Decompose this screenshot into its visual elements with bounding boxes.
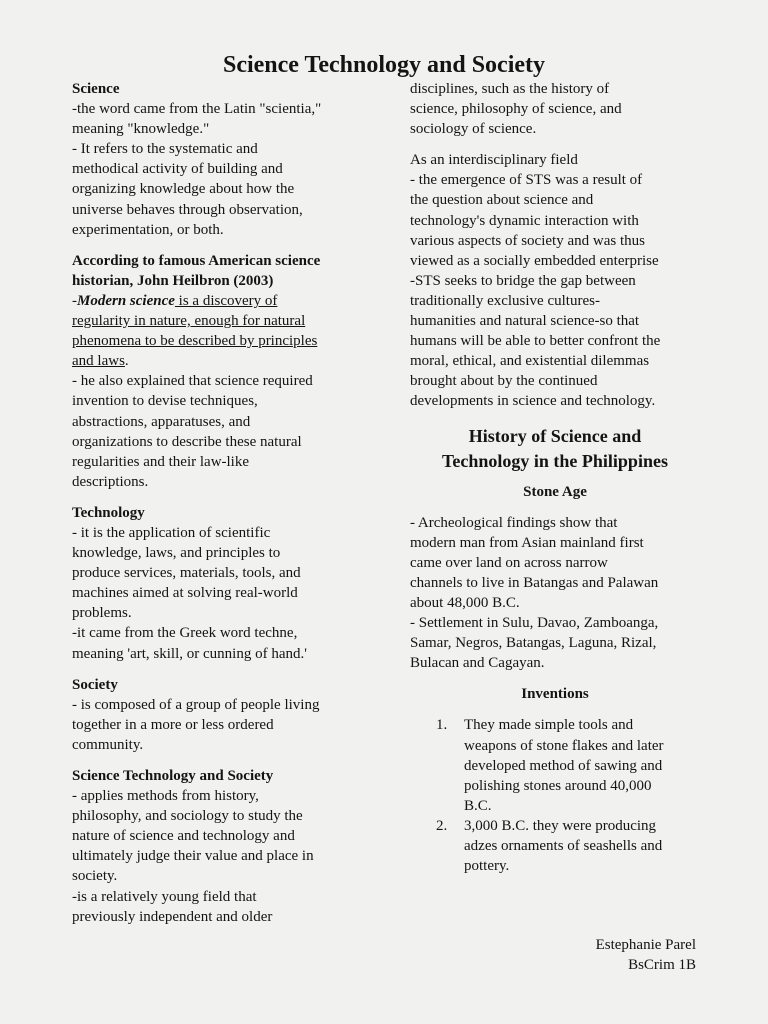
text-line: organizing knowledge about how the xyxy=(72,181,295,198)
text-line: the question about science and xyxy=(410,192,594,209)
text-line: - is composed of a group of people living xyxy=(72,696,320,713)
text-line: humanities and natural science-so that xyxy=(410,313,640,330)
science-heading: Science xyxy=(72,81,120,97)
text-line: developed method of sawing and xyxy=(464,757,663,774)
text-line: abstractions, apparatuses, and xyxy=(72,413,251,430)
text-line: pottery. xyxy=(464,858,510,875)
definition-underlined: is a discovery of xyxy=(174,292,278,309)
text-line: sociology of science. xyxy=(410,121,537,138)
sts-continued xyxy=(410,79,700,139)
text-line: polishing stones around 40,000 xyxy=(464,777,652,794)
text-line: knowledge, laws, and principles to xyxy=(72,545,281,562)
history-section-title xyxy=(410,424,700,474)
text-line: technology's dynamic interaction with xyxy=(410,212,639,229)
text-line: 3,000 B.C. they were producing xyxy=(464,817,657,834)
text-line: society. xyxy=(72,868,118,885)
text-line: about 48,000 B.C. xyxy=(410,594,520,611)
text-line: - Settlement in Sulu, Davao, Zamboanga, xyxy=(410,615,659,632)
text-line: descriptions. xyxy=(72,473,149,490)
text-line: universe behaves through observation, xyxy=(72,201,303,218)
signature-block xyxy=(596,935,696,975)
inventions-heading: Inventions xyxy=(521,686,589,703)
heilbron-heading: According to famous American science xyxy=(72,252,321,269)
dash: - xyxy=(72,292,77,309)
heilbron-heading: historian, John Heilbron (2003) xyxy=(72,272,274,289)
text-line: -it came from the Greek word techne, xyxy=(72,625,298,642)
society-section xyxy=(72,675,368,755)
text-line: problems. xyxy=(72,605,132,622)
text-line: Bulacan and Cagayan. xyxy=(410,655,545,672)
text-line: philosophy, and sociology to study the xyxy=(72,808,303,825)
stone-age-heading: Stone Age xyxy=(523,483,587,500)
heilbron-section xyxy=(72,251,368,492)
text-line: previously independent and older xyxy=(72,908,273,925)
modern-science-definition xyxy=(72,291,368,311)
text-line: together in a more or less ordered xyxy=(72,716,274,733)
author-course: BsCrim 1B xyxy=(628,957,696,974)
text-line: nature of science and technology and xyxy=(72,828,295,845)
sts-heading: Science Technology and Society xyxy=(72,768,274,784)
history-title-line: Technology in the Philippines xyxy=(442,450,668,471)
society-heading: Society xyxy=(72,676,118,693)
text-line: humans will be able to better confront the xyxy=(410,333,661,350)
text-line: channels to live in Batangas and Palawan xyxy=(410,574,659,591)
text-line: - he also explained that science required xyxy=(72,373,313,390)
text-line: moral, ethical, and existential dilemmas xyxy=(410,353,650,370)
technology-heading: Technology xyxy=(72,504,145,521)
list-number: 1. xyxy=(436,717,448,734)
text-line: They made simple tools and xyxy=(464,717,634,734)
text-line: Samar, Negros, Batangas, Laguna, Rizal, xyxy=(410,635,657,652)
text-line: meaning "knowledge." xyxy=(72,121,210,138)
text-line: traditionally exclusive cultures- xyxy=(410,292,600,309)
text-line: - the emergence of STS was a result of xyxy=(410,172,643,189)
definition-underlined: regularity in nature, enough for natural xyxy=(72,313,306,330)
author-name: Estephanie Parel xyxy=(595,937,696,953)
inventions-list xyxy=(410,715,700,876)
history-title-line: History of Science and xyxy=(468,425,642,446)
text-line: B.C. xyxy=(464,797,492,814)
period: . xyxy=(124,353,129,370)
text-line: - Archeological findings show that xyxy=(410,514,618,531)
list-item xyxy=(410,715,700,815)
definition-underlined: and laws xyxy=(72,353,125,370)
text-line: brought about by the continued xyxy=(410,373,598,390)
text-line: science, philosophy of science, and xyxy=(410,101,622,118)
text-line: experimentation, or both. xyxy=(72,221,224,238)
text-line: meaning 'art, skill, or cunning of hand.' xyxy=(72,645,307,662)
text-line: organizations to describe these natural xyxy=(72,433,302,450)
text-line: came over land on across narrow xyxy=(410,554,608,571)
text-line: machines aimed at solving real-world xyxy=(72,585,298,602)
text-line: developments in science and technology. xyxy=(410,393,656,410)
text-line: regularities and their law-like xyxy=(72,453,250,470)
definition-underlined: phenomena to be described by principles xyxy=(72,333,318,350)
text-line: -is a relatively young field that xyxy=(72,888,257,905)
text-line: - it is the application of scientific xyxy=(72,524,271,541)
text-line: viewed as a socially embedded enterprise xyxy=(410,252,659,269)
sts-section xyxy=(72,766,368,927)
text-line: weapons of stone flakes and later xyxy=(464,737,664,754)
stone-age-section xyxy=(410,513,700,674)
text-line: various aspects of society and was thus xyxy=(410,232,645,249)
science-section xyxy=(72,79,368,240)
text-line: -STS seeks to bridge the gap between xyxy=(410,272,636,289)
list-item xyxy=(410,816,700,876)
text-line: modern man from Asian mainland first xyxy=(410,534,644,551)
text-line: ultimately judge their value and place in xyxy=(72,848,314,865)
text-line: -the word came from the Latin "scientia," xyxy=(72,101,322,118)
modern-science-term: Modern science xyxy=(77,292,175,309)
list-number: 2. xyxy=(436,817,448,834)
text-line: community. xyxy=(72,736,144,753)
text-line: invention to devise techniques, xyxy=(72,393,258,410)
definition-end xyxy=(72,351,368,371)
right-column xyxy=(410,79,700,876)
text-line: As an interdisciplinary field xyxy=(410,152,578,169)
text-line: adzes ornaments of seashells and xyxy=(464,838,663,854)
technology-section xyxy=(72,503,368,664)
text-line: - It refers to the systematic and xyxy=(72,141,258,158)
interdisciplinary-section xyxy=(410,150,700,411)
left-column xyxy=(72,79,368,938)
text-line: methodical activity of building and xyxy=(72,161,283,178)
text-line: - applies methods from history, xyxy=(72,788,259,805)
text-line: disciplines, such as the history of xyxy=(410,81,610,97)
page-title: Science Technology and Society xyxy=(222,52,546,78)
text-line: produce services, materials, tools, and xyxy=(72,565,301,582)
